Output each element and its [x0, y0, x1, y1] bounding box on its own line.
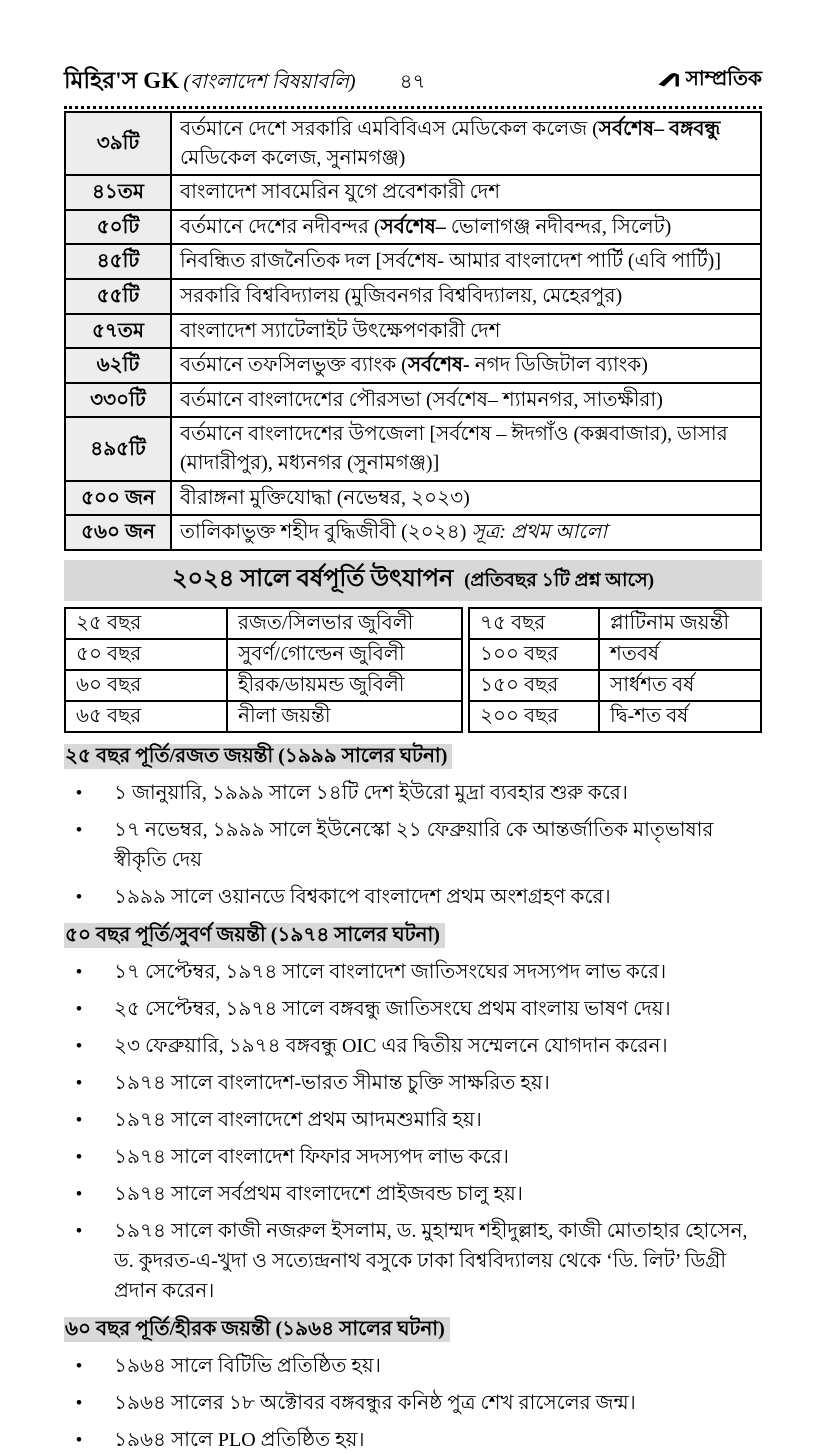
anniversary-title: ২০২৪ সালে বর্ষপূর্তি উৎযাপন	[171, 565, 454, 592]
anniv-name-cell: নীলা জয়ন্তী	[227, 701, 462, 732]
bullet-text: ১ জানুয়ারি, ১৯৯৯ সালে ১৪টি দেশ ইউরো মুদ্রা ব্যবহার শুরু করে।	[114, 781, 628, 804]
text-segment: সর্বশেষ-	[407, 354, 470, 377]
bullet-marker: •	[76, 1355, 82, 1375]
section-heading-text: ২৫ বছর পূর্তি/রজত জয়ন্তী (১৯৯৯ সালের ঘটনা)	[64, 744, 452, 769]
fact-text-cell	[171, 481, 761, 516]
bullet-text: ১৯৬৪ সালে PLO প্রতিষ্ঠিত হয়।	[114, 1428, 365, 1451]
fact-label-cell: ৬২টি	[65, 348, 171, 383]
fact-label-cell: ৩৯টি	[65, 112, 171, 175]
anniv-row	[65, 639, 462, 670]
fact-row	[65, 279, 761, 314]
text-segment: বাংলাদেশ স্যাটেলাইট উৎক্ষেপণকারী দেশ	[180, 319, 501, 342]
fact-label-cell: ৫৫টি	[65, 279, 171, 314]
fact-label-cell: ৪৫টি	[65, 244, 171, 279]
text-segment: বর্তমানে তফসিলভুক্ত ব্যাংক (	[180, 354, 408, 377]
anniv-name-cell: প্লাটিনাম জয়ন্তী	[599, 608, 761, 639]
anniv-years-cell: ৭৫ বছর	[469, 608, 599, 639]
bullet-item	[64, 957, 762, 987]
anniversary-tables	[64, 607, 762, 733]
section-heading-text: ৫০ বছর পূর্তি/সুবর্ণ জয়ন্তী (১৯৭৪ সালের ঘটনা)	[64, 923, 445, 948]
section-heading	[64, 1315, 762, 1344]
anniv-years-cell: ২৫ বছর	[65, 608, 227, 639]
anniv-name-cell: দ্বি-শত বর্ষ	[599, 701, 761, 732]
bullet-text: ১৯৭৪ সালে বাংলাদেশে প্রথম আদমশুমারি হয়।	[114, 1108, 482, 1131]
text-segment: বীরাঙ্গনা মুক্তিযোদ্ধা (নভেম্বর, ২০২৩)	[180, 486, 470, 509]
bullet-item	[64, 1179, 762, 1209]
section-heading-text: ৬০ বছর পূর্তি/হীরক জয়ন্তী (১৯৬৪ সালের ঘটনা)	[64, 1317, 450, 1342]
text-segment: সর্বশেষ–	[380, 215, 446, 238]
fact-row	[65, 515, 761, 550]
header-right	[658, 64, 762, 97]
anniv-row	[469, 639, 761, 670]
anniv-years-cell: ১৫০ বছর	[469, 670, 599, 701]
fact-text-cell	[171, 279, 761, 314]
fact-text-cell	[171, 112, 761, 175]
bullet-text: ১৯৬৪ সালে বিটিভি প্রতিষ্ঠিত হয়।	[114, 1354, 381, 1377]
fact-text-cell	[171, 417, 761, 480]
anniv-years-cell: ৬৫ বছর	[65, 701, 227, 732]
bullet-item	[64, 1142, 762, 1172]
bullet-text: ১৯৭৪ সালে বাংলাদেশ-ভারত সীমান্ত চুক্তি সাক্ষরিত হয়।	[114, 1071, 550, 1094]
bullet-marker: •	[76, 886, 82, 906]
bullet-marker: •	[76, 1109, 82, 1129]
bullet-text: ১৭ সেপ্টেম্বর, ১৯৭৪ সালে বাংলাদেশ জাতিসংঘের সদস্যপদ লাভ করে।	[114, 960, 667, 983]
fact-row	[65, 244, 761, 279]
text-segment: বাংলাদেশ সাবমেরিন যুগে প্রবেশকারী দেশ	[180, 181, 501, 204]
text-segment: তালিকাভুক্ত শহীদ বুদ্ধিজীবী (২০২৪)	[180, 521, 472, 544]
text-segment: সরকারি বিশ্ববিদ্যালয় (মুজিবনগর বিশ্ববিদ্যালয়, মেহেরপুর)	[180, 284, 623, 307]
event-sections	[64, 742, 762, 1455]
fact-row	[65, 383, 761, 418]
bullet-item	[64, 1105, 762, 1135]
fact-text-cell	[171, 383, 761, 418]
bullet-text: ১৯৭৪ সালে কাজী নজরুল ইসলাম, ড. মুহাম্মদ শহীদুল্লাহ, কাজী মোতাহার হোসেন, ড. কুদরত-এ-খুদা ও সত্যেন্দ্রনাথ বসুকে ঢাকা বিশ্ববিদ্যালয় থেকে ‘ডি. লিট’ ডিগ্রী প্রদান করেন।	[114, 1219, 748, 1302]
fact-text-cell	[171, 314, 761, 349]
anniv-years-cell: ৬০ বছর	[65, 670, 227, 701]
bullet-item	[64, 1068, 762, 1098]
bullet-text: ১৭ নভেম্বর, ১৯৯৯ সালে ইউনেস্কো ২১ ফেব্রুয়ারি কে আন্তর্জাতিক মাতৃভাষার স্বীকৃতি দেয়	[114, 818, 714, 871]
bullet-marker: •	[76, 1035, 82, 1055]
anniv-years-cell: ৫০ বছর	[65, 639, 227, 670]
anniv-row	[469, 701, 761, 732]
anniversary-table-right	[468, 607, 762, 733]
fact-label-cell: ৫৭তম	[65, 314, 171, 349]
bullet-list	[64, 957, 762, 1306]
text-segment: বর্তমানে বাংলাদেশের উপজেলা [সর্বশেষ – ঈদগাঁও (কক্সবাজার), ডাসার (মাদারীপুর), মধ্যনগর (সুনামগঞ্জ)]	[180, 423, 728, 474]
bullet-text: ১৯৯৯ সালে ওয়ানডে বিশ্বকাপে বাংলাদেশ প্রথম অংশগ্রহণ করে।	[114, 885, 611, 908]
anniv-right-body	[469, 608, 761, 732]
fact-text-cell	[171, 210, 761, 245]
bullet-marker: •	[76, 961, 82, 981]
anniv-name-cell: শতবর্ষ	[599, 639, 761, 670]
bullet-item	[64, 1425, 762, 1455]
anniv-name-cell: হীরক/ডায়মন্ড জুবিলী	[227, 670, 462, 701]
anniv-years-cell: ১০০ বছর	[469, 639, 599, 670]
page-number: ৪৭	[399, 71, 426, 93]
fact-row	[65, 210, 761, 245]
bullet-text: ১৯৬৪ সালের ১৮ অক্টোবর বঙ্গবন্ধুর কনিষ্ঠ পুত্র শেখ রাসেলের জন্ম।	[114, 1391, 636, 1414]
fact-label-cell: ৪১তম	[65, 175, 171, 210]
fact-label-cell: ৫৬০ জন	[65, 515, 171, 550]
fact-row	[65, 481, 761, 516]
anniv-row	[469, 608, 761, 639]
bullet-text: ১৯৭৪ সালে সর্বপ্রথম বাংলাদেশে প্রাইজবন্ড চালু হয়।	[114, 1182, 523, 1205]
facts-table	[64, 111, 762, 551]
text-segment: ভোলাগঞ্জ নদীবন্দর, সিলেট)	[445, 215, 672, 238]
bullet-item	[64, 1031, 762, 1061]
anniv-row	[65, 608, 462, 639]
bullet-item	[64, 1351, 762, 1381]
fact-text-cell	[171, 244, 761, 279]
bullet-text: ২৫ সেপ্টেম্বর, ১৯৭৪ সালে বঙ্গবন্ধু জাতিসংঘে প্রথম বাংলায় ভাষণ দেয়।	[114, 997, 671, 1020]
fact-text-cell	[171, 175, 761, 210]
bullet-marker: •	[76, 782, 82, 802]
fact-label-cell: ৩৩০টি	[65, 383, 171, 418]
anniv-left-body	[65, 608, 462, 732]
text-segment: সূত্র: প্রথম আলো	[471, 521, 608, 544]
bullet-item	[64, 1216, 762, 1306]
anniv-name-cell: সুবর্ণ/গোল্ডেন জুবিলী	[227, 639, 462, 670]
bullet-item	[64, 778, 762, 808]
bullet-marker: •	[76, 1072, 82, 1092]
fact-row	[65, 112, 761, 175]
anniv-years-cell: ২০০ বছর	[469, 701, 599, 732]
pen-icon	[658, 73, 680, 88]
book-subtitle: (বাংলাদেশ বিষয়াবলি)	[183, 71, 356, 93]
text-segment: সর্বশেষ– বঙ্গবন্ধু	[598, 118, 721, 140]
section-heading	[64, 742, 762, 771]
bullet-marker: •	[76, 1183, 82, 1203]
bullet-list	[64, 1351, 762, 1455]
fact-label-cell: ৫০০ জন	[65, 481, 171, 516]
anniversary-title-note: (প্রতিবছর ১টি প্রশ্ন আসে)	[464, 569, 655, 591]
anniversary-title-bar	[64, 560, 762, 601]
text-segment: নগদ ডিজিটাল ব্যাংক)	[469, 354, 648, 377]
anniversary-table-left	[64, 607, 463, 733]
anniv-row	[65, 701, 462, 732]
bullet-marker: •	[76, 1429, 82, 1449]
bullet-marker: •	[76, 819, 82, 839]
fact-text-cell	[171, 515, 761, 550]
anniv-name-cell: সার্ধশত বর্ষ	[599, 670, 761, 701]
header-right-label: সাম্প্রতিক	[685, 68, 762, 90]
fact-text-cell	[171, 348, 761, 383]
anniv-row	[469, 670, 761, 701]
fact-row	[65, 348, 761, 383]
book-title: মিহির'স GK	[64, 68, 180, 93]
bullet-item	[64, 994, 762, 1024]
text-segment: নিবন্ধিত রাজনৈতিক দল [সর্বশেষ- আমার বাংলাদেশ পার্টি (এবি পার্টি)]	[180, 250, 721, 273]
fact-row	[65, 175, 761, 210]
fact-label-cell: ৫০টি	[65, 210, 171, 245]
fact-label-cell: ৪৯৫টি	[65, 417, 171, 480]
anniv-name-cell: রজত/সিলভার জুবিলী	[227, 608, 462, 639]
fact-row	[65, 314, 761, 349]
bullet-text: ২৩ ফেব্রুয়ারি, ১৯৭৪ বঙ্গবন্ধু OIC এর দ্বিতীয় সম্মেলনে যোগদান করেন।	[114, 1034, 668, 1057]
fact-row	[65, 417, 761, 480]
section-heading	[64, 921, 762, 950]
bullet-list	[64, 778, 762, 912]
bullet-item	[64, 882, 762, 912]
bullet-marker: •	[76, 1392, 82, 1412]
page-header	[64, 62, 762, 109]
bullet-item	[64, 1388, 762, 1418]
text-segment: বর্তমানে দেশে সরকারি এমবিবিএস মেডিকেল কলেজ (	[180, 118, 599, 140]
bullet-text: ১৯৭৪ সালে বাংলাদেশ ফিফার সদস্যপদ লাভ করে।	[114, 1145, 509, 1168]
bullet-marker: •	[76, 998, 82, 1018]
bullet-marker: •	[76, 1220, 82, 1240]
text-segment: বর্তমানে দেশের নদীবন্দর (	[180, 215, 381, 238]
bullet-marker: •	[76, 1146, 82, 1166]
bullet-item	[64, 815, 762, 875]
anniv-row	[65, 670, 462, 701]
text-segment: বর্তমানে বাংলাদেশের পৌরসভা (সর্বশেষ– শ্যামনগর, সাতক্ষীরা)	[180, 388, 663, 411]
text-segment: মেডিকেল কলেজ, সুনামগঞ্জ)	[180, 146, 406, 169]
facts-table-body	[65, 112, 761, 550]
